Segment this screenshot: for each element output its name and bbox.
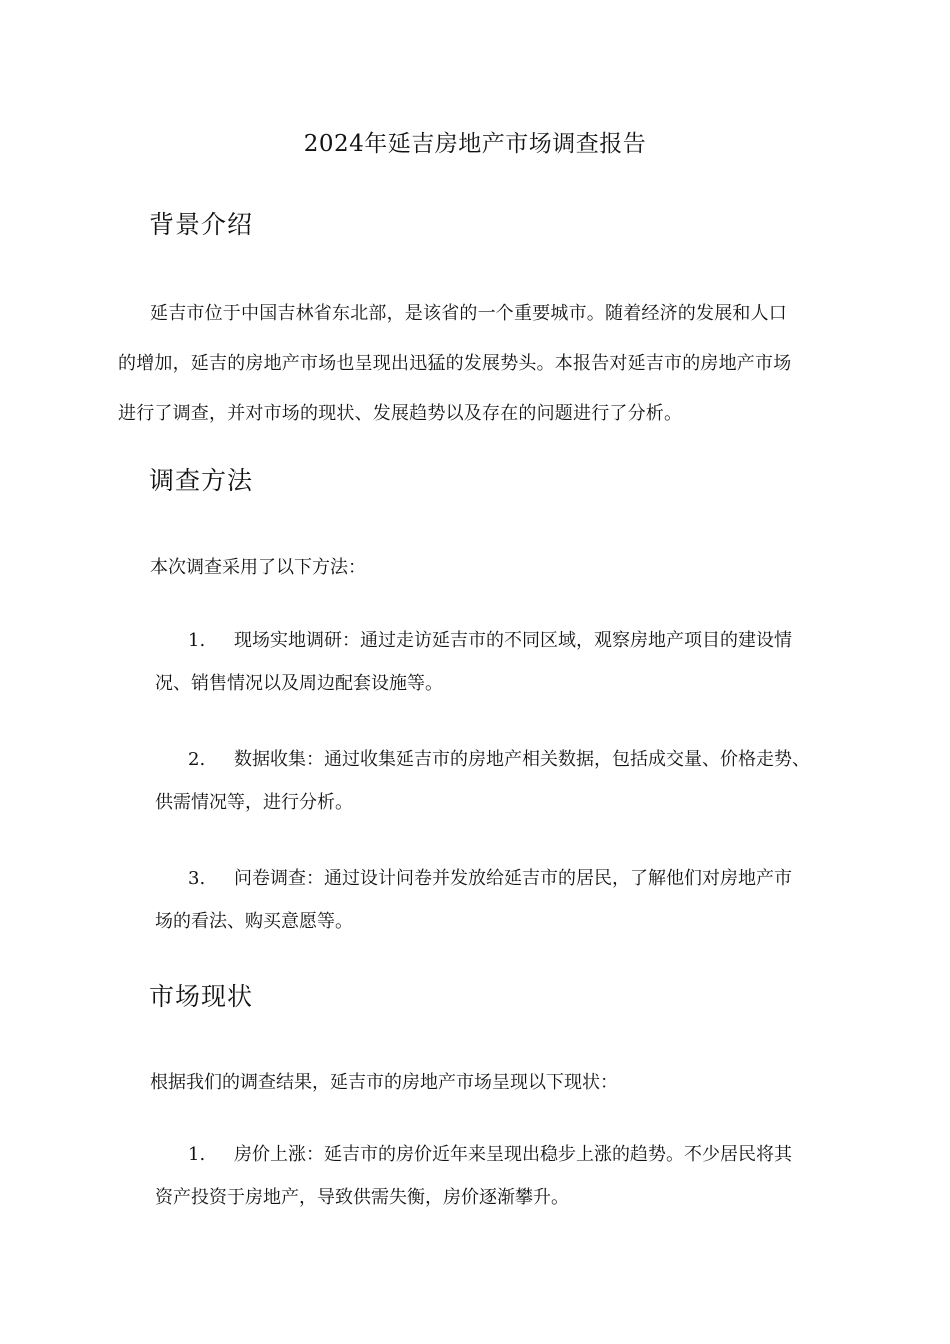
list-item-continuation: 场的看法、购买意愿等。 <box>155 911 353 932</box>
list-item-continuation: 况、销售情况以及周边配套设施等。 <box>155 673 443 694</box>
list-item-text: 数据收集：通过收集延吉市的房地产相关数据，包括成交量、价格走势、 <box>234 749 810 770</box>
list-item-text: 问卷调查：通过设计问卷并发放给延吉市的居民，了解他们对房地产市 <box>234 868 792 889</box>
list-item-first-line <box>155 1133 855 1176</box>
list-item-first-line <box>155 857 855 900</box>
background-paragraph-line-2: 的增加，延吉的房地产市场也呈现出迅猛的发展势头。本报告对延吉市的房地产市场 <box>118 353 792 374</box>
list-item-number: 1. <box>188 1144 206 1165</box>
list-item-first-line <box>155 738 855 781</box>
list-item-number: 2. <box>188 749 206 770</box>
method-list-item-2 <box>155 738 855 824</box>
background-paragraph-line-1: 延吉市位于中国吉林省东北部，是该省的一个重要城市。随着经济的发展和人口 <box>150 303 787 324</box>
method-list-item-1 <box>155 619 855 705</box>
section-heading-status: 市场现状 <box>149 982 254 1011</box>
status-intro: 根据我们的调查结果，延吉市的房地产市场呈现以下现状： <box>150 1072 618 1093</box>
method-list-item-3 <box>155 857 855 943</box>
status-list-item-1 <box>155 1133 855 1219</box>
list-item-first-line <box>155 619 855 662</box>
method-intro: 本次调查采用了以下方法： <box>150 557 366 578</box>
list-item-continuation: 资产投资于房地产，导致供需失衡，房价逐渐攀升。 <box>155 1187 569 1208</box>
list-item-number: 1. <box>188 630 206 651</box>
background-paragraph-line-3: 进行了调查，并对市场的现状、发展趋势以及存在的问题进行了分析。 <box>118 403 683 424</box>
section-heading-background: 背景介绍 <box>149 210 254 239</box>
document-title: 2024年延吉房地产市场调查报告 <box>303 131 647 157</box>
list-item-continuation: 供需情况等，进行分析。 <box>155 792 353 813</box>
section-heading-method: 调查方法 <box>149 466 254 495</box>
list-item-number: 3. <box>188 868 206 889</box>
list-item-text: 现场实地调研：通过走访延吉市的不同区域，观察房地产项目的建设情 <box>234 630 792 651</box>
list-item-text: 房价上涨：延吉市的房价近年来呈现出稳步上涨的趋势。不少居民将其 <box>234 1144 792 1165</box>
